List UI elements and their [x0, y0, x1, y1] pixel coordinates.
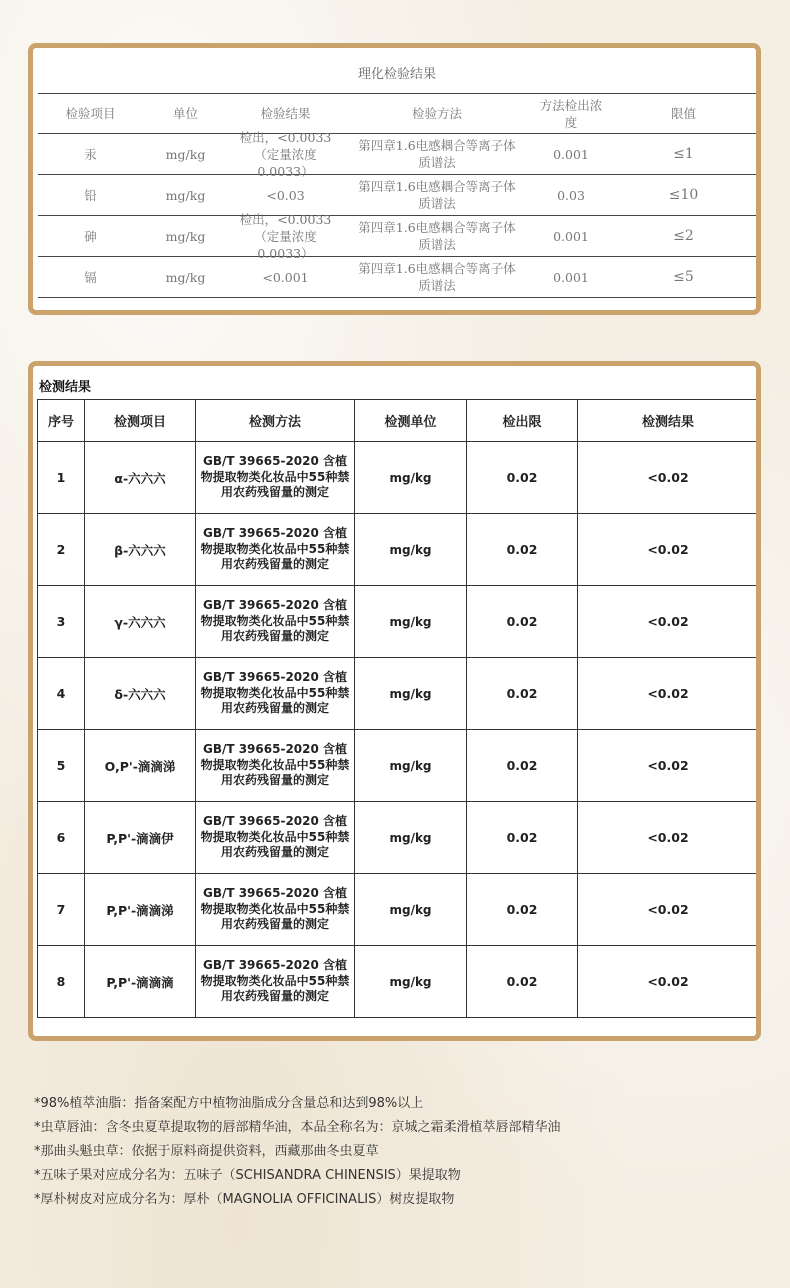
physchem-result: 检出，<0.0033（定量浓度0.0033）	[239, 211, 332, 261]
pesticide-unit: mg/kg	[355, 658, 467, 730]
header-unit: 单位	[172, 106, 198, 121]
header-no: 序号	[38, 400, 85, 442]
physchem-result-cell	[228, 129, 343, 179]
pesticide-limit: 0.02	[467, 514, 578, 586]
pesticide-unit: mg/kg	[355, 514, 467, 586]
physchem-result: <0.03	[266, 187, 305, 203]
header-limit: 限值	[670, 106, 696, 121]
pesticide-unit: mg/kg	[355, 874, 467, 946]
physchem-row	[38, 257, 756, 298]
physchem-unit: mg/kg	[165, 228, 206, 244]
header-method: 检验方法	[411, 106, 462, 121]
physchem-method-cell	[343, 175, 531, 215]
pesticide-no: 8	[38, 946, 85, 1018]
header-result: 检验结果	[260, 106, 311, 121]
physchem-detection: 0.001	[553, 228, 589, 244]
physchem-detection: 0.001	[553, 269, 589, 285]
physchem-item: 镉	[84, 269, 97, 285]
pesticide-item: O,P'-滴滴涕	[85, 730, 196, 802]
pesticide-result: <0.02	[578, 874, 759, 946]
physchem-item: 铅	[84, 187, 97, 203]
pesticide-row	[38, 946, 759, 1018]
physchem-detection: 0.001	[553, 146, 589, 162]
pesticide-method: GB/T 39665-2020 含植物提取物类化妆品中55种禁用农药残留量的测定	[196, 874, 355, 946]
header-test-result: 检测结果	[578, 400, 759, 442]
pesticide-no: 4	[38, 658, 85, 730]
physchem-limit: ≤10	[668, 186, 699, 203]
physchem-limit-cell	[611, 134, 756, 174]
physchem-item-cell	[38, 175, 143, 215]
physchem-method: 第四章1.6电感耦合等离子体质谱法	[358, 220, 516, 252]
physchem-unit-cell	[143, 257, 228, 297]
pesticide-row	[38, 514, 759, 586]
footnotes	[34, 1092, 774, 1212]
pesticide-item: P,P'-滴滴滴	[85, 946, 196, 1018]
physchem-unit: mg/kg	[165, 146, 206, 162]
footnote: *虫草唇油：含冬虫夏草提取物的唇部精华油，本品全称名为：京城之霜柔滑植萃唇部精华油	[34, 1120, 561, 1135]
physchem-item-cell	[38, 257, 143, 297]
pesticide-limit: 0.02	[467, 730, 578, 802]
footnote: *那曲头魁虫草：依据于原料商提供资料，西藏那曲冬虫夏草	[34, 1144, 379, 1159]
physchem-unit: mg/kg	[165, 269, 206, 285]
pesticide-result: <0.02	[578, 802, 759, 874]
physchem-result: <0.001	[262, 269, 309, 285]
pesticide-item: δ-六六六	[85, 658, 196, 730]
pesticide-method: GB/T 39665-2020 含植物提取物类化妆品中55种禁用农药残留量的测定	[196, 658, 355, 730]
header-detect-limit: 检出限	[467, 400, 578, 442]
pesticide-item: P,P'-滴滴涕	[85, 874, 196, 946]
physchem-method-cell	[343, 216, 531, 256]
physchem-row	[38, 175, 756, 216]
pesticide-result: <0.02	[578, 586, 759, 658]
pesticide-limit: 0.02	[467, 946, 578, 1018]
pesticide-unit: mg/kg	[355, 946, 467, 1018]
pesticide-result: <0.02	[578, 514, 759, 586]
pesticide-method: GB/T 39665-2020 含植物提取物类化妆品中55种禁用农药残留量的测定	[196, 802, 355, 874]
pesticide-row	[38, 442, 759, 514]
physchem-result-cell	[228, 211, 343, 261]
physchem-limit: ≤5	[673, 268, 694, 285]
pesticide-no: 2	[38, 514, 85, 586]
pesticide-table	[37, 399, 759, 1018]
physchem-detection-cell	[531, 175, 611, 215]
physchem-table	[38, 53, 756, 298]
pesticide-card	[28, 361, 761, 1041]
physchem-result-cell	[228, 175, 343, 215]
physchem-unit-cell	[143, 134, 228, 174]
physchem-limit-cell	[611, 216, 756, 256]
physchem-method: 第四章1.6电感耦合等离子体质谱法	[358, 179, 516, 211]
physchem-row	[38, 129, 756, 179]
pesticide-method: GB/T 39665-2020 含植物提取物类化妆品中55种禁用农药残留量的测定	[196, 442, 355, 514]
pesticide-unit: mg/kg	[355, 586, 467, 658]
pesticide-item: P,P'-滴滴伊	[85, 802, 196, 874]
physchem-header-row	[38, 94, 756, 134]
pesticide-item: β-六六六	[85, 514, 196, 586]
physchem-detection-cell	[531, 257, 611, 297]
pesticide-unit: mg/kg	[355, 442, 467, 514]
pesticide-result: <0.02	[578, 658, 759, 730]
pesticide-item: α-六六六	[85, 442, 196, 514]
header-test-unit: 检测单位	[355, 400, 467, 442]
physchem-unit-cell	[143, 216, 228, 256]
physchem-limit: ≤1	[673, 145, 694, 162]
pesticide-row	[38, 874, 759, 946]
physchem-item-cell	[38, 134, 143, 174]
pesticide-no: 3	[38, 586, 85, 658]
header-detection-label: 方法检出浓度	[539, 97, 603, 130]
pesticide-method: GB/T 39665-2020 含植物提取物类化妆品中55种禁用农药残留量的测定	[196, 514, 355, 586]
footnote: *98%植萃油脂：指备案配方中植物油脂成分含量总和达到98%以上	[34, 1096, 424, 1111]
pesticide-limit: 0.02	[467, 658, 578, 730]
pesticide-caption: 检测结果	[39, 380, 92, 395]
pesticide-row	[38, 802, 759, 874]
physchem-method: 第四章1.6电感耦合等离子体质谱法	[358, 138, 516, 170]
physchem-unit-cell	[143, 175, 228, 215]
pesticide-header-row	[38, 400, 759, 442]
pesticide-limit: 0.02	[467, 802, 578, 874]
footnote: *五味子果对应成分名为：五味子（SCHISANDRA CHINENSIS）果提取物	[34, 1168, 461, 1183]
pesticide-result: <0.02	[578, 442, 759, 514]
pesticide-row	[38, 586, 759, 658]
pesticide-method: GB/T 39665-2020 含植物提取物类化妆品中55种禁用农药残留量的测定	[196, 946, 355, 1018]
pesticide-no: 7	[38, 874, 85, 946]
pesticide-row	[38, 730, 759, 802]
pesticide-unit: mg/kg	[355, 802, 467, 874]
physchem-detection-cell	[531, 216, 611, 256]
physchem-title: 理化检验结果	[38, 53, 756, 94]
physchem-unit: mg/kg	[165, 187, 206, 203]
pesticide-no: 6	[38, 802, 85, 874]
header-detection	[531, 94, 611, 133]
pesticide-item: γ-六六六	[85, 586, 196, 658]
physchem-method-cell	[343, 134, 531, 174]
header-item: 检验项目	[65, 106, 116, 121]
pesticide-no: 5	[38, 730, 85, 802]
physchem-detection: 0.03	[557, 187, 585, 203]
physchem-detection-cell	[531, 134, 611, 174]
pesticide-limit: 0.02	[467, 586, 578, 658]
physchem-result: 检出，<0.0033（定量浓度0.0033）	[239, 129, 332, 179]
physchem-row	[38, 211, 756, 261]
physchem-card	[28, 43, 761, 315]
pesticide-method: GB/T 39665-2020 含植物提取物类化妆品中55种禁用农药残留量的测定	[196, 730, 355, 802]
physchem-result-cell	[228, 257, 343, 297]
footnote: *厚朴树皮对应成分名为：厚朴（MAGNOLIA OFFICINALIS）树皮提取物	[34, 1192, 455, 1207]
pesticide-no: 1	[38, 442, 85, 514]
pesticide-limit: 0.02	[467, 874, 578, 946]
header-test-item: 检测项目	[85, 400, 196, 442]
header-test-method: 检测方法	[196, 400, 355, 442]
physchem-item-cell	[38, 216, 143, 256]
pesticide-unit: mg/kg	[355, 730, 467, 802]
physchem-method-cell	[343, 257, 531, 297]
physchem-limit-cell	[611, 257, 756, 297]
pesticide-limit: 0.02	[467, 442, 578, 514]
physchem-item: 汞	[84, 146, 97, 162]
pesticide-result: <0.02	[578, 946, 759, 1018]
physchem-item: 砷	[84, 228, 97, 244]
physchem-limit-cell	[611, 175, 756, 215]
physchem-method: 第四章1.6电感耦合等离子体质谱法	[358, 261, 516, 293]
physchem-limit: ≤2	[673, 227, 694, 244]
pesticide-result: <0.02	[578, 730, 759, 802]
pesticide-method: GB/T 39665-2020 含植物提取物类化妆品中55种禁用农药残留量的测定	[196, 586, 355, 658]
pesticide-row	[38, 658, 759, 730]
